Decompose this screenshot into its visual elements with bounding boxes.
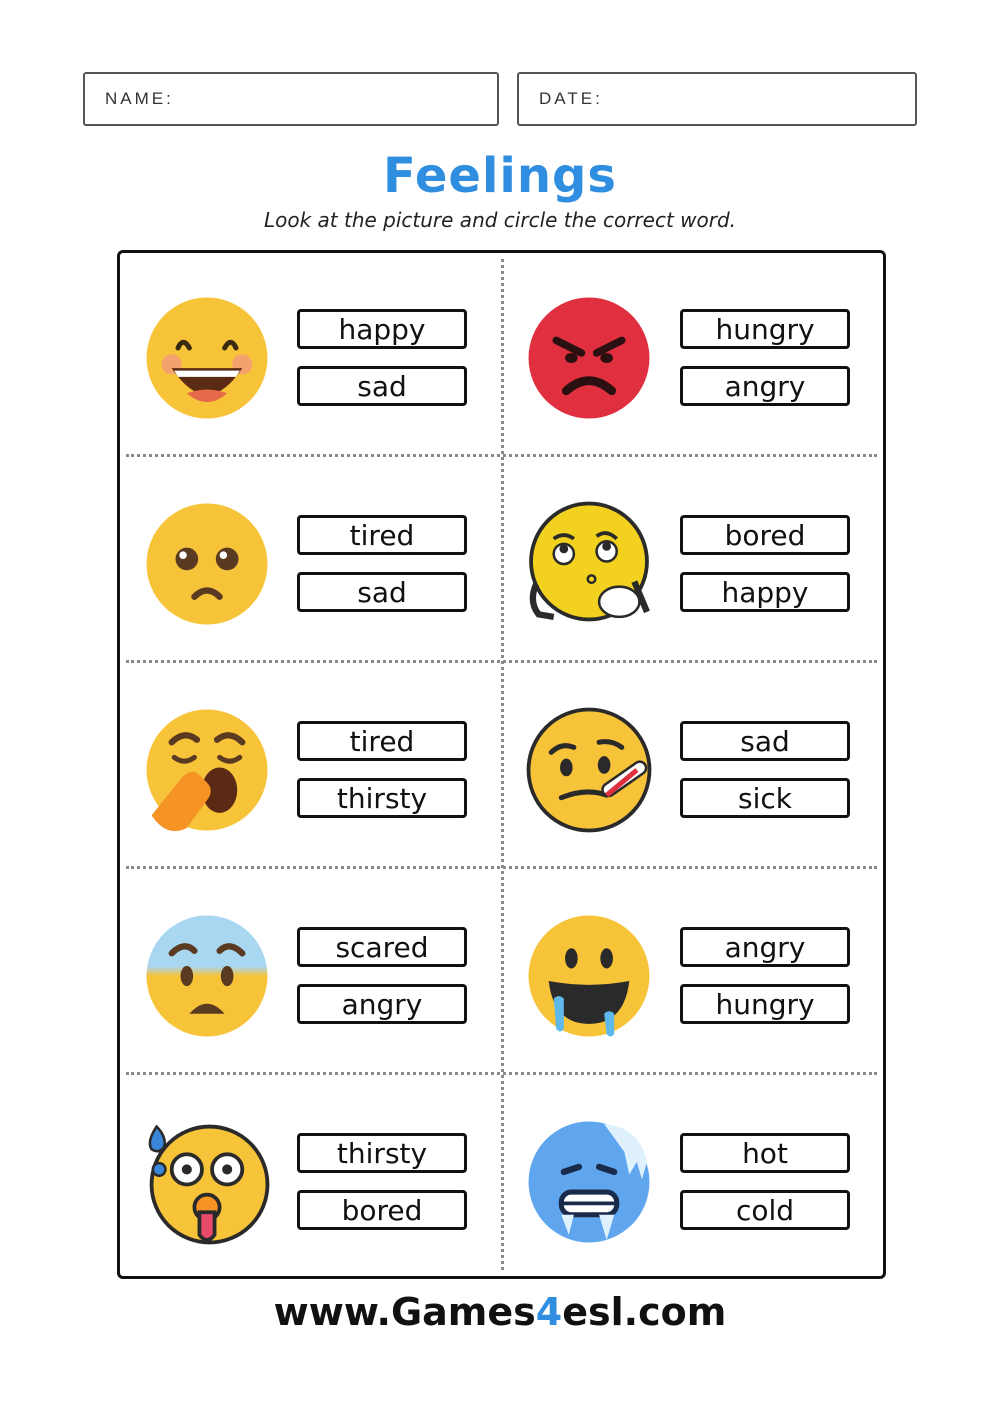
word-option[interactable]: tired: [297, 515, 467, 555]
instructions: Look at the picture and circle the correct word.: [263, 208, 737, 232]
word-option[interactable]: bored: [680, 515, 850, 555]
word-option[interactable]: hungry: [680, 984, 850, 1024]
exercise-item-3: [120, 459, 502, 664]
url-prefix: www.Games: [273, 1290, 536, 1334]
scared-face-icon: [144, 913, 270, 1039]
bored-face-icon: [526, 501, 652, 627]
word-option[interactable]: happy: [680, 572, 850, 612]
date-label: DATE:: [539, 89, 603, 108]
worksheet-title: Feelings: [383, 148, 617, 204]
thirsty-face-icon: [144, 1119, 270, 1245]
name-field[interactable]: [83, 72, 499, 126]
word-option[interactable]: hot: [680, 1133, 850, 1173]
word-option[interactable]: angry: [297, 984, 467, 1024]
word-option[interactable]: scared: [297, 927, 467, 967]
word-option[interactable]: sad: [680, 721, 850, 761]
drooling-face-icon: [526, 913, 652, 1039]
exercise-item-5: [120, 665, 502, 870]
word-option[interactable]: angry: [680, 366, 850, 406]
word-option[interactable]: cold: [680, 1190, 850, 1230]
word-option[interactable]: sick: [680, 778, 850, 818]
word-option[interactable]: happy: [297, 309, 467, 349]
url-suffix: esl.com: [562, 1290, 727, 1334]
word-option[interactable]: thirsty: [297, 1133, 467, 1173]
exercise-item-10: [502, 1077, 884, 1282]
sick-face-thermometer-icon: [526, 707, 652, 833]
angry-face-icon: [526, 295, 652, 421]
exercise-item-9: [120, 1077, 502, 1282]
yawning-face-icon: [144, 707, 270, 833]
word-option[interactable]: thirsty: [297, 778, 467, 818]
exercise-item-1: [120, 253, 502, 458]
date-field[interactable]: [517, 72, 917, 126]
name-label: NAME:: [105, 89, 174, 108]
exercise-item-7: [120, 871, 502, 1076]
exercise-item-2: [502, 253, 884, 458]
exercise-item-6: [502, 665, 884, 870]
website-url[interactable]: [0, 1290, 1000, 1334]
exercise-grid: [117, 250, 886, 1279]
word-option[interactable]: angry: [680, 927, 850, 967]
url-highlight: 4: [535, 1290, 563, 1334]
exercise-item-8: [502, 871, 884, 1076]
cold-face-icon: [526, 1119, 652, 1245]
word-option[interactable]: hungry: [680, 309, 850, 349]
sad-face-icon: [144, 501, 270, 627]
word-option[interactable]: tired: [297, 721, 467, 761]
word-option[interactable]: sad: [297, 572, 467, 612]
exercise-item-4: [502, 459, 884, 664]
word-option[interactable]: sad: [297, 366, 467, 406]
word-option[interactable]: bored: [297, 1190, 467, 1230]
happy-face-icon: [144, 295, 270, 421]
